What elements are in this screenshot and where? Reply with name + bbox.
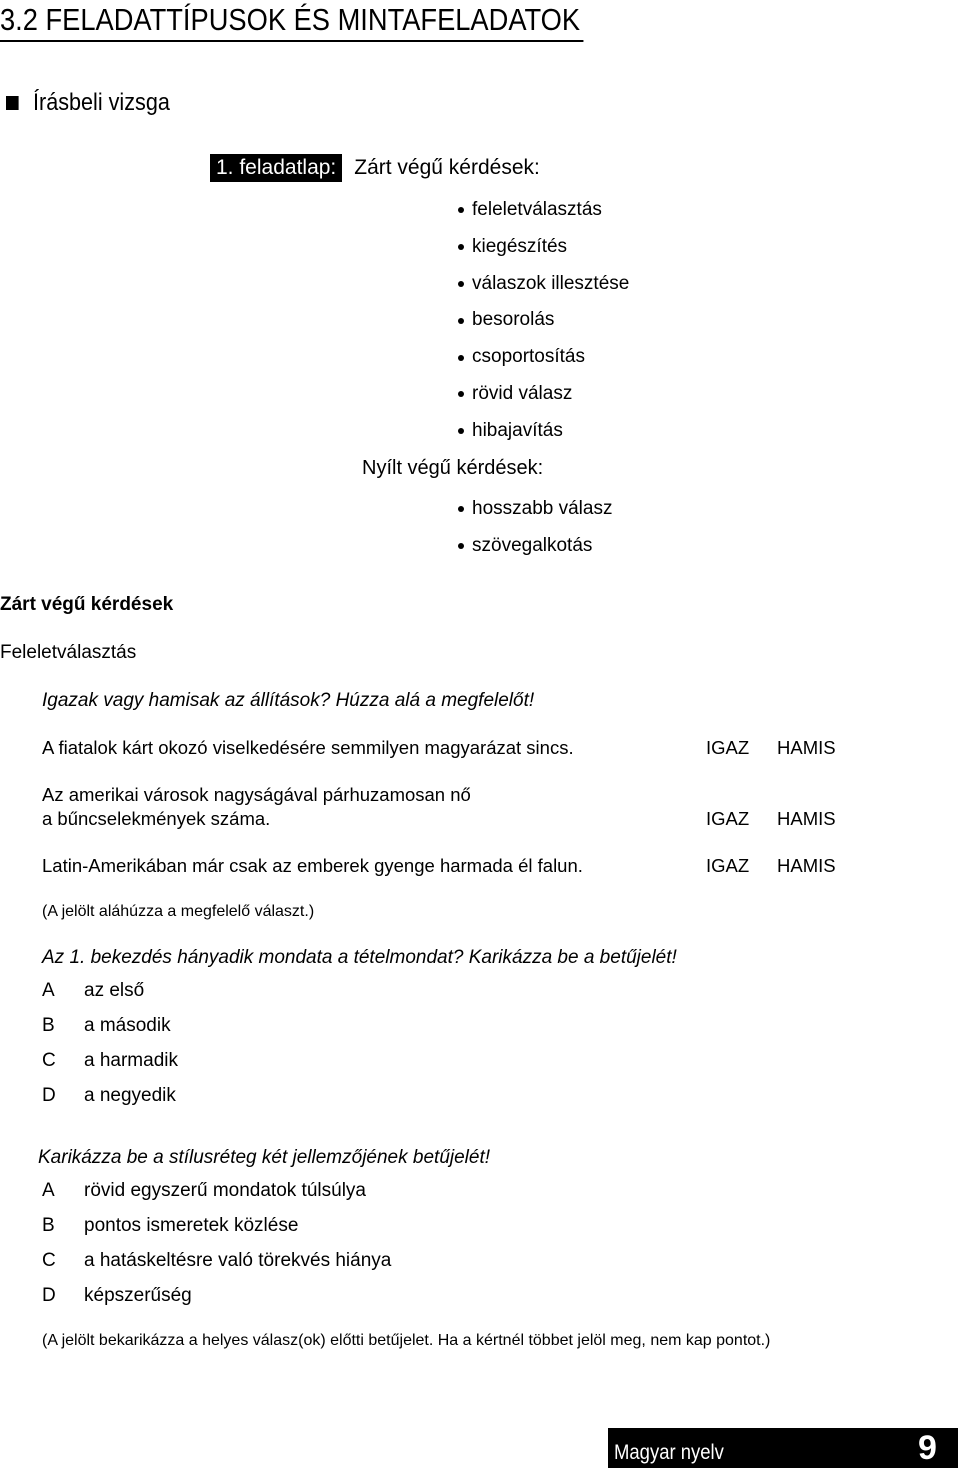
open-label: Nyílt végű kérdések: [362,457,544,479]
option-c[interactable]: C a hatáskeltésre való törekvés hiánya [42,1250,392,1271]
bullet-dot-icon [458,543,464,549]
task1-note: (A jelölt aláhúzza a megfelelő választ.) [42,903,315,920]
option-b[interactable]: B a második [42,1015,171,1036]
option-a[interactable]: A az első [42,980,145,1001]
list-item: feleletválasztás [458,192,629,229]
option-a[interactable]: A rövid egyszerű mondatok túlsúlya [42,1180,366,1201]
list-item: szövegalkotás [458,528,612,565]
sub-heading-text: Írásbeli vizsga [33,89,170,116]
list-item: hibajavítás [458,413,629,450]
igaz-option[interactable]: IGAZ [706,737,750,758]
task3-instruction: Karikázza be a stílusréteg két jellemzőjének betűjelét! [38,1147,491,1168]
bullet-dot-icon [458,244,464,250]
type-heading: Feleletválasztás [0,642,137,663]
igaz-option[interactable]: IGAZ [706,855,750,876]
option-d[interactable]: D képszerűség [42,1285,192,1306]
bullet-dot-icon [458,318,464,324]
open-types-list [458,491,612,565]
option-c[interactable]: C a harmadik [42,1050,178,1071]
footer-subject: Magyar nyelv [614,1441,724,1464]
bullet-dot-icon [458,281,464,287]
task2-instruction: Az 1. bekezdés hányadik mondata a tételmondat? Karikázza be a betűjelét! [42,947,677,968]
list-item: válaszok illesztése [458,266,629,303]
option-b[interactable]: B pontos ismeretek közlése [42,1215,299,1236]
sheet-line [210,154,540,182]
igaz-option[interactable]: IGAZ [706,808,750,829]
hamis-option[interactable]: HAMIS [777,855,836,876]
list-item: csoportosítás [458,339,629,376]
option-d[interactable]: D a negyedik [42,1085,176,1106]
list-item: rövid válasz [458,376,629,413]
bullet-dot-icon [458,428,464,434]
statement-1: A fiatalok kárt okozó viselkedésére semmilyen magyarázat sincs. [42,737,574,758]
list-item: hosszabb válasz [458,491,612,528]
hamis-option[interactable]: HAMIS [777,808,836,829]
bullet-dot-icon [458,207,464,213]
closed-heading: Zárt végű kérdések [0,594,174,615]
square-bullet-icon [6,96,19,110]
bullet-dot-icon [458,391,464,397]
task1-instruction: Igazak vagy hamisak az állítások? Húzza alá a megfelelőt! [42,690,535,711]
page-number: 9 [918,1429,937,1467]
statement-3: Latin-Amerikában már csak az emberek gyenge harmada él falun. [42,855,583,876]
section-title: 3.2 FELADATTÍPUSOK ÉS MINTAFELADATOK [0,0,584,42]
bullet-dot-icon [458,506,464,512]
bullet-dot-icon [458,355,464,361]
closed-label: Zárt végű kérdések: [354,156,540,179]
list-item: kiegészítés [458,229,629,266]
sub-heading [6,86,170,120]
statement-2-line-2: a bűncselekmények száma. [42,808,271,829]
sheet-badge: 1. feladatlap: [210,154,342,182]
hamis-option[interactable]: HAMIS [777,737,836,758]
closed-types-list [458,192,629,450]
task3-note: (A jelölt bekarikázza a helyes válasz(ok) előtti betűjelet. Ha a kértnél többet jelöl meg, nem kap pontot.) [42,1332,771,1349]
statement-2-line-1: Az amerikai városok nagyságával párhuzamosan nő [42,784,471,805]
list-item: besorolás [458,302,629,339]
